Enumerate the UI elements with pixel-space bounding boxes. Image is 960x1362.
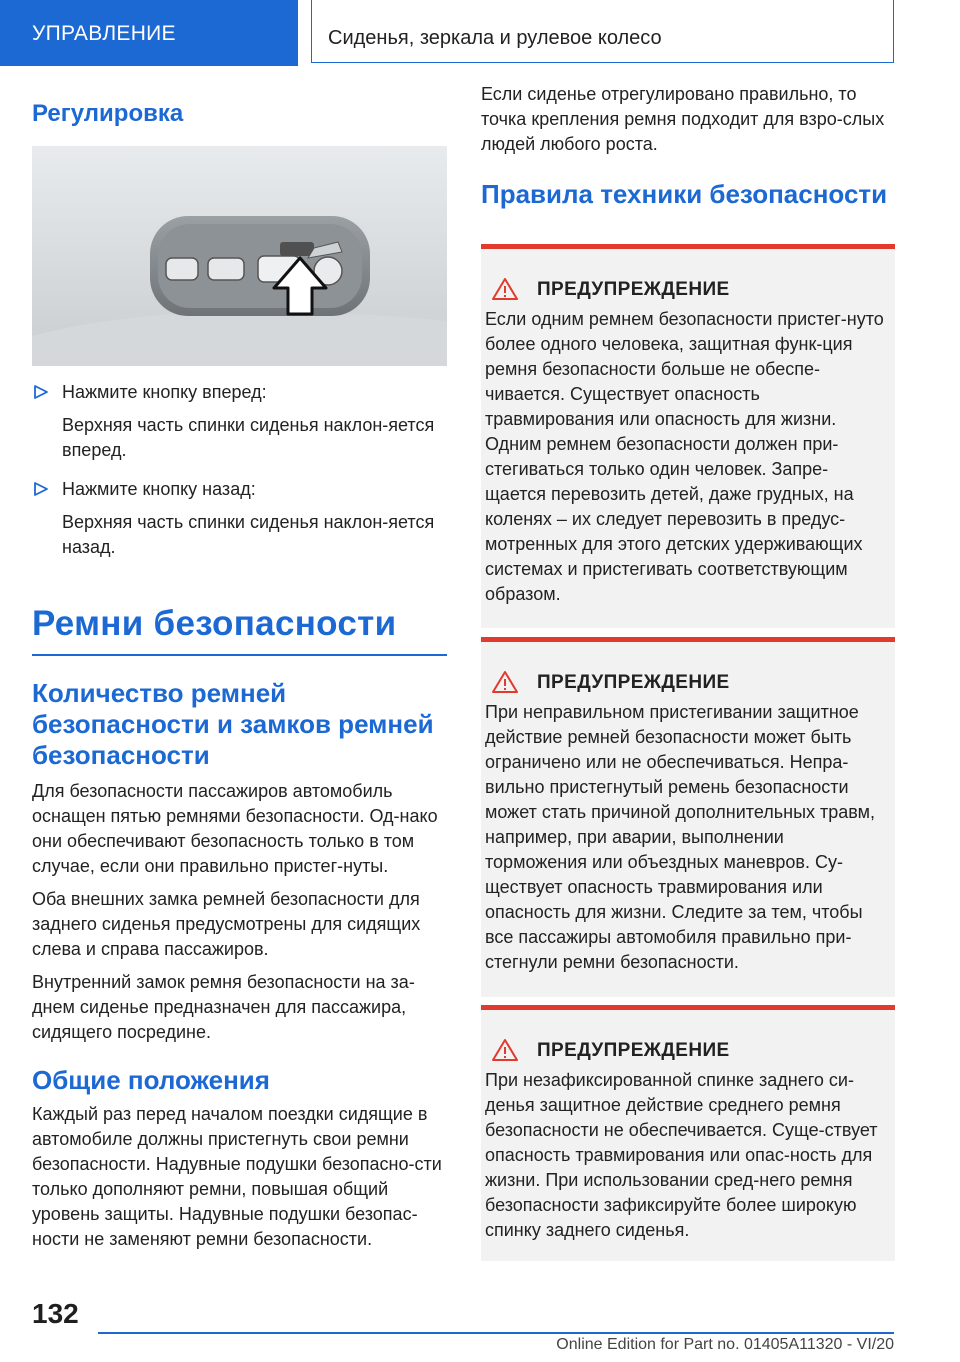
bullet-triangle-icon <box>32 480 50 498</box>
step-2-result: Верхняя часть спинки сиденья наклон-яется назад. <box>62 512 435 557</box>
warning-box-1 <box>481 244 895 628</box>
step-2 <box>32 477 447 560</box>
warning-triangle-icon <box>491 277 519 301</box>
warning-header <box>491 277 730 303</box>
warning-triangle-icon <box>491 1038 519 1062</box>
warning-box-2 <box>481 637 895 997</box>
general-paragraph: Каждый раз перед началом поездки сидящие в автомобиле должны пристегнуть свои ремни безопасности. Надувные подушки безопасно-сти только дополняют ремни, повышая общий уровень защиты. Надувные подушки безопас-ности не заменяют ремни безопасности. <box>32 1104 442 1249</box>
page-number: 132 <box>32 1298 79 1329</box>
footer-rule <box>98 1332 894 1334</box>
step-1-result: Верхняя часть спинки сиденья наклон-яется вперед. <box>62 415 435 460</box>
count-paragraph-3: Внутренний замок ремня безопасности на за-днем сиденье предназначен для пассажира, сидящего посредине. <box>32 972 415 1042</box>
warning-label: ПРЕДУПРЕЖДЕНИЕ <box>537 672 730 693</box>
belts-heading: Ремни безопасности <box>32 604 397 643</box>
warning-text: Если одним ремнем безопасности пристег-нуто более одного человека, защитная функ-ция ремня безопасности больше не обеспе-чивается. Существует опасность травмирования или опасность для жизни. Одним ремнем безопасности должен при-стегиваться только один человек. Запре-щается перевозить детей, даже грудных, на коленях – их следует перевозить в предус-мотренных для этого детских удерживающих системах и пристегивать соответствующим образом. <box>485 309 884 604</box>
warning-header <box>491 670 730 696</box>
step-2-action: Нажмите кнопку назад: <box>62 479 256 499</box>
chapter-title: УПРАВЛЕНИЕ <box>32 22 176 45</box>
warning-text: При неправильном пристегивании защитное действие ремней безопасности может быть ограничено или не обеспечиваться. Непра-вильно пристегнутый ремень безопасности может стать причиной дополнительных травм, например, при аварии, выполнении торможения или объездных маневров. Су-ществует опасность травмирования или опасность для жизни. Следите за тем, чтобы все пассажиры автомобиля правильно при-стегнули ремни безопасности. <box>485 702 876 972</box>
count-heading: Количество ремней безопасности и замков ремней безопасности <box>32 678 434 770</box>
edition-note: Online Edition for Part no. 01405A11320 - VI/20 <box>556 1336 894 1353</box>
count-paragraph-1: Для безопасности пассажиров автомобиль оснащен пятью ремнями безопасности. Од-нако они обеспечивают безопасность только в том случае, если они правильно пристег-нуты. <box>32 781 438 876</box>
adjust-heading: Регулировка <box>32 100 184 127</box>
left-column <box>32 100 447 1252</box>
step-1-action: Нажмите кнопку вперед: <box>62 382 267 402</box>
warning-label: ПРЕДУПРЕЖДЕНИЕ <box>537 279 730 300</box>
warning-label: ПРЕДУПРЕЖДЕНИЕ <box>537 1040 730 1061</box>
count-paragraph-2: Оба внешних замка ремней безопасности для заднего сиденья предусмотрены для сидящих слева и справа пассажиров. <box>32 889 421 959</box>
seat-control-illustration <box>32 146 447 366</box>
warning-box-3 <box>481 1005 895 1261</box>
section-title: Сиденья, зеркала и рулевое колесо <box>328 27 662 49</box>
bullet-triangle-icon <box>32 383 50 401</box>
rules-heading: Правила техники безопасности <box>481 179 888 209</box>
intro-paragraph: Если сиденье отрегулировано правильно, то точка крепления ремня подходит для взро-слых людей любого роста. <box>481 84 885 154</box>
warning-text: При незафиксированной спинке заднего си-денья защитное действие среднего ремня безопасности не обеспечивается. Суще-ствует опасность травмирования или опас-ность для жизни. При использовании сред-него ремня безопасности зафиксируйте более широкую спинку заднего сиденья. <box>485 1070 878 1240</box>
step-1 <box>32 380 447 463</box>
warning-triangle-icon <box>491 670 519 694</box>
general-heading: Общие положения <box>32 1065 270 1095</box>
warning-header <box>491 1038 730 1064</box>
seat-control-photo <box>32 146 447 366</box>
chapter-tab <box>0 0 298 66</box>
